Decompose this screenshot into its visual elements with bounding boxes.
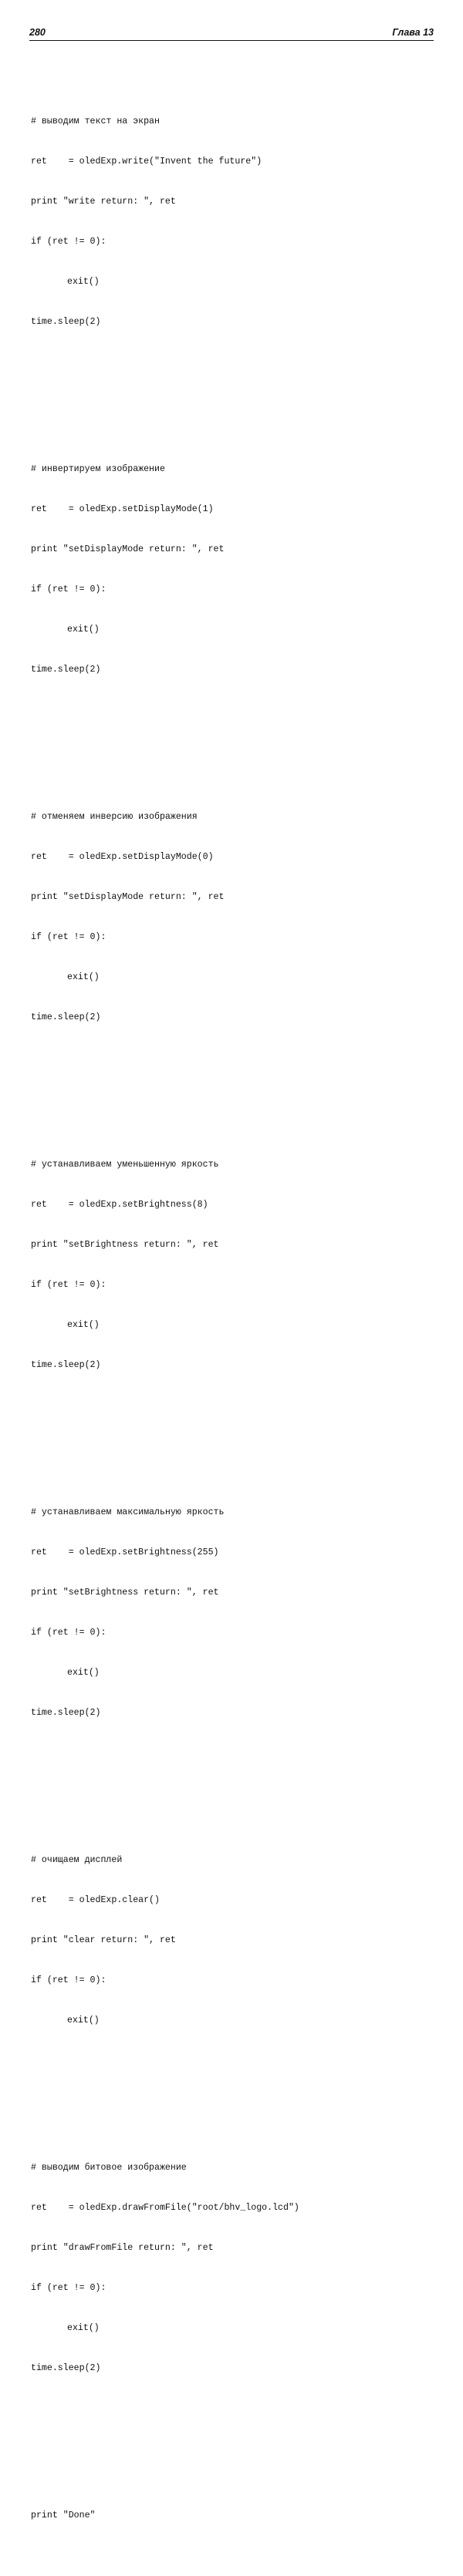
- code-line: exit(): [67, 971, 100, 982]
- code-line: print "drawFromFile return: ", ret: [31, 2242, 214, 2253]
- code-line: print "setBrightness return: ", ret: [31, 1587, 219, 1598]
- chapter-label: Глава 13: [392, 27, 434, 38]
- code-block-clear-display: [31, 1827, 440, 2054]
- code-comment: # очищаем дисплей: [31, 1855, 123, 1866]
- code-line: print "setDisplayMode return: ", ret: [31, 544, 225, 555]
- code-block-max-brightness: [31, 1480, 440, 1746]
- page-header: [29, 26, 434, 41]
- block-gap: [31, 1773, 440, 1787]
- code-comment: # устанавливаем уменьшенную яркость: [31, 1160, 219, 1170]
- code-comment: # выводим битовое изображение: [31, 2163, 187, 2174]
- code-line: ret = oledExp.drawFromFile("root/bhv_logo.lcd"): [31, 2203, 299, 2214]
- code-line: if (ret != 0):: [31, 1279, 106, 1290]
- code-line: exit(): [67, 1667, 100, 1678]
- page-number: 280: [29, 27, 46, 38]
- block-gap: [31, 729, 440, 744]
- code-line: if (ret != 0):: [31, 237, 106, 247]
- code-line: ret = oledExp.setBrightness(255): [31, 1547, 219, 1558]
- code-line: if (ret != 0):: [31, 2282, 106, 2293]
- code-comment: # отменяем инверсию изображения: [31, 812, 198, 823]
- code-block-invert-display: [31, 436, 440, 703]
- code-line: time.sleep(2): [31, 2362, 101, 2373]
- code-line: ret = oledExp.write("Invent the future"): [31, 157, 262, 167]
- code-line: print "Done": [31, 2510, 96, 2521]
- code-line: ret = oledExp.setDisplayMode(1): [31, 504, 214, 515]
- block-gap: [31, 382, 440, 396]
- code-line: print "setBrightness return: ", ret: [31, 1240, 219, 1251]
- code-line: time.sleep(2): [31, 1707, 101, 1718]
- block-gap: [31, 1077, 440, 1092]
- code-comment: # выводим текст на экран: [31, 116, 160, 127]
- code-line: time.sleep(2): [31, 1012, 101, 1022]
- code-line: print "setDisplayMode return: ", ret: [31, 892, 225, 903]
- code-line: time.sleep(2): [31, 1359, 101, 1370]
- code-line: exit(): [67, 2322, 100, 2333]
- code-line: print "write return: ", ret: [31, 197, 176, 207]
- code-line: ret = oledExp.clear(): [31, 1894, 160, 1905]
- code-block-low-brightness: [31, 1132, 440, 1399]
- code-line: if (ret != 0):: [31, 1627, 106, 1638]
- code-line: time.sleep(2): [31, 664, 101, 675]
- code-block-write-text: [31, 89, 440, 355]
- code-comment: # устанавливаем максимальную яркость: [31, 1507, 225, 1518]
- code-line: time.sleep(2): [31, 316, 101, 327]
- code-line: print "clear return: ", ret: [31, 1935, 176, 1945]
- code-block-draw-bitmap: [31, 2135, 440, 2402]
- code-block-cancel-invert: [31, 784, 440, 1051]
- code-line: if (ret != 0):: [31, 584, 106, 595]
- block-gap: [31, 2428, 440, 2443]
- code-line: exit(): [67, 624, 100, 635]
- code-block-done: [31, 2482, 440, 2548]
- code-line: if (ret != 0):: [31, 1975, 106, 1985]
- block-gap: [31, 2080, 440, 2095]
- code-line: ret = oledExp.setBrightness(8): [31, 1200, 208, 1211]
- code-listing: [31, 49, 440, 2576]
- code-comment: # инвертируем изображение: [31, 464, 165, 475]
- code-line: exit(): [67, 1319, 100, 1330]
- block-gap: [31, 1425, 440, 1440]
- code-line: ret = oledExp.setDisplayMode(0): [31, 852, 214, 863]
- code-line: exit(): [67, 2015, 100, 2025]
- code-line: exit(): [67, 277, 100, 288]
- code-line: if (ret != 0):: [31, 932, 106, 942]
